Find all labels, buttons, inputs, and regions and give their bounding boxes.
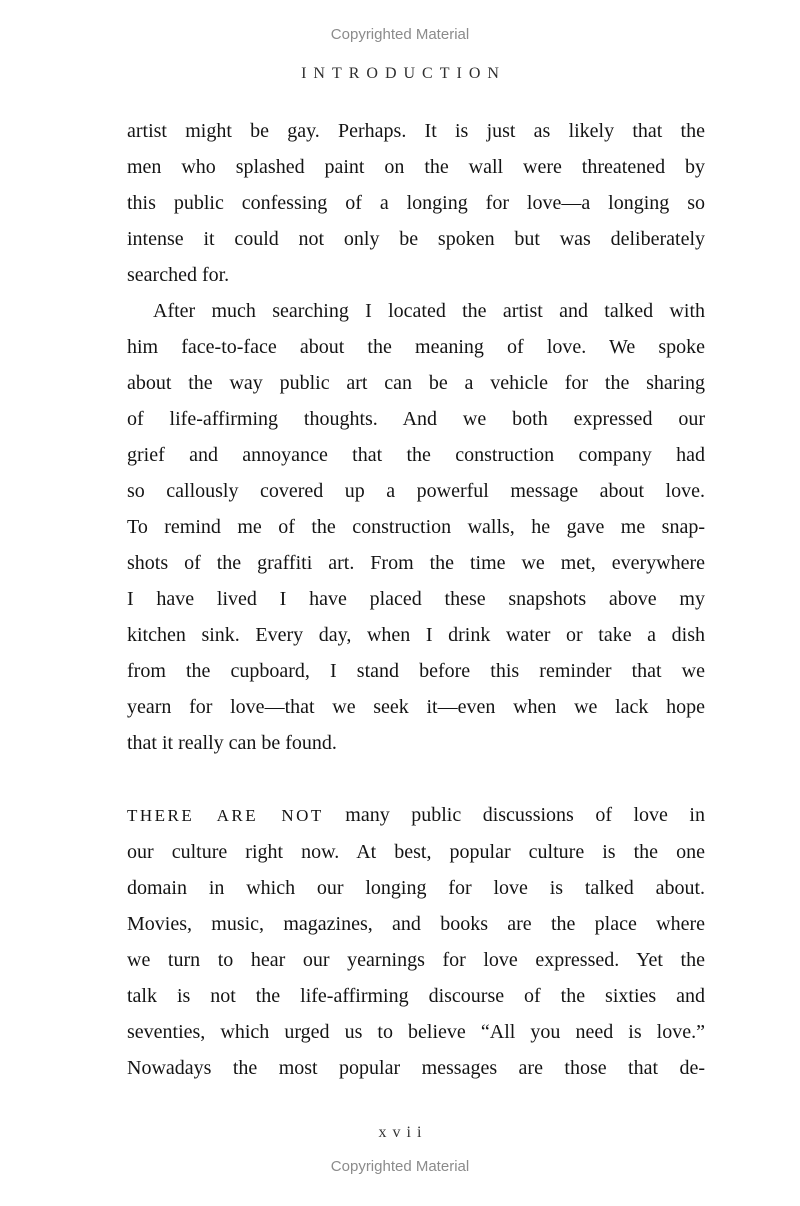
chapter-header: INTRODUCTION bbox=[301, 65, 506, 82]
text-line: Nowadays the most popular messages are those that de- bbox=[127, 1057, 705, 1079]
paragraph bbox=[127, 797, 705, 1086]
text-line: men who splashed paint on the wall were threatened by bbox=[127, 156, 705, 178]
text-line: about the way public art can be a vehicle for the sharing bbox=[127, 372, 705, 394]
paragraph bbox=[127, 113, 705, 293]
text-line: Movies, music, magazines, and books are the place where bbox=[127, 913, 705, 935]
text-line: that it really can be found. bbox=[127, 732, 337, 754]
text-line: intense it could not only be spoken but was deliberately bbox=[127, 228, 705, 250]
text-line: shots of the graffiti art. From the time we met, everywhere bbox=[127, 552, 705, 574]
text-line: our culture right now. At best, popular culture is the one bbox=[127, 841, 705, 863]
text-line: this public confessing of a longing for love—a longing so bbox=[127, 192, 705, 214]
page-body bbox=[127, 113, 705, 1086]
text-line: domain in which our longing for love is talked about. bbox=[127, 877, 705, 899]
text-line: artist might be gay. Perhaps. It is just as likely that the bbox=[127, 120, 705, 142]
text-line: seventies, which urged us to believe “All you need is love.” bbox=[127, 1021, 705, 1043]
text-line: To remind me of the construction walls, he gave me snap- bbox=[127, 516, 705, 538]
text-line: THERE ARE NOT many public discussions of love in bbox=[127, 804, 705, 826]
smallcaps-lead: THERE ARE NOT bbox=[127, 806, 324, 825]
text-line: talk is not the life-affirming discourse of the sixties and bbox=[127, 985, 705, 1007]
text-line: grief and annoyance that the construction company had bbox=[127, 444, 705, 466]
text-line: yearn for love—that we seek it—even when we lack hope bbox=[127, 696, 705, 718]
text-line: so callously covered up a powerful message about love. bbox=[127, 480, 705, 502]
text-line: I have lived I have placed these snapshots above my bbox=[127, 588, 705, 610]
text-line: searched for. bbox=[127, 264, 230, 286]
text-line: After much searching I located the artist and talked with bbox=[153, 300, 705, 322]
text-line: kitchen sink. Every day, when I drink water or take a dish bbox=[127, 624, 705, 646]
text-line: from the cupboard, I stand before this reminder that we bbox=[127, 660, 705, 682]
text-line: of life-affirming thoughts. And we both expressed our bbox=[127, 408, 705, 430]
paragraph bbox=[127, 293, 705, 761]
copyright-notice-top: Copyrighted Material bbox=[330, 26, 470, 43]
copyright-notice-bottom: Copyrighted Material bbox=[330, 1158, 470, 1175]
text-line: we turn to hear our yearnings for love expressed. Yet the bbox=[127, 949, 705, 971]
text-line: him face-to-face about the meaning of love. We spoke bbox=[127, 336, 705, 358]
page-number: xvii bbox=[378, 1124, 428, 1141]
